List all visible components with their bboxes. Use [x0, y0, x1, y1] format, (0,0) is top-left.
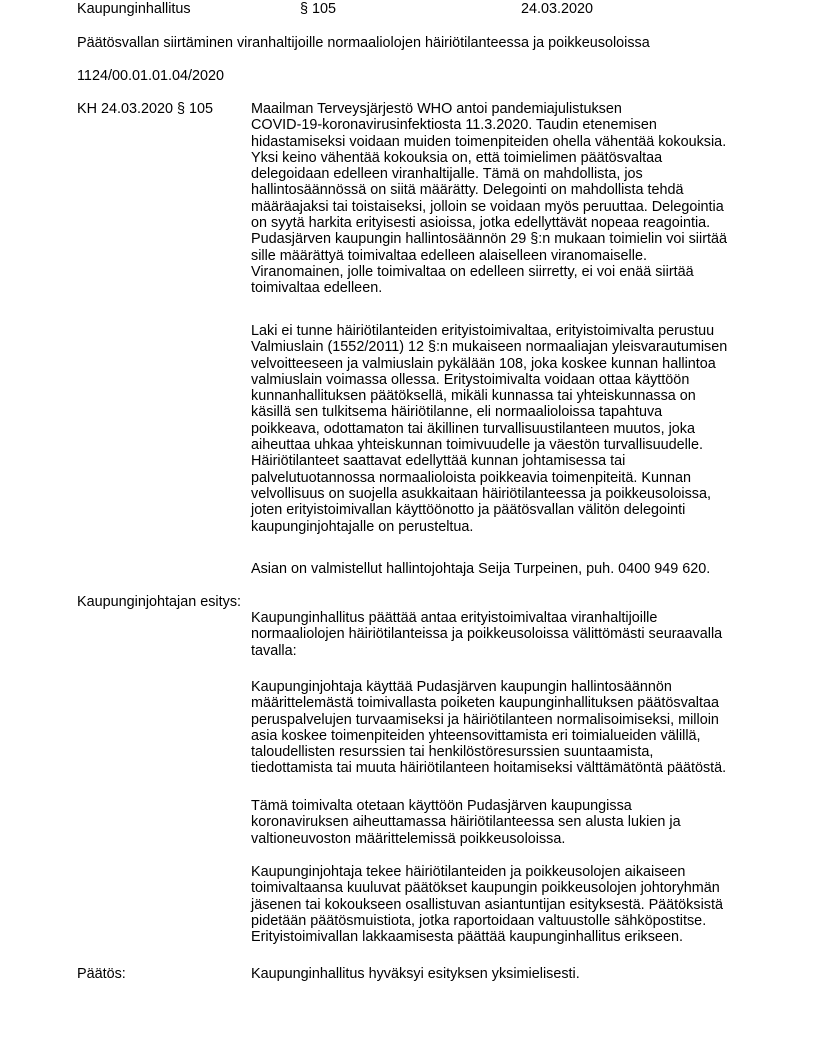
kh-paragraph-1 [251, 101, 751, 297]
proposal-paragraph-line: Kaupunginjohtaja tekee häiriötilanteiden ja poikkeusolojen aikaiseen [251, 864, 686, 880]
kh-paragraph-line: kunnanhallituksen päätöksellä, mikäli kunnassa tai yhteiskunnassa on [251, 388, 696, 405]
proposal-paragraph-4 [251, 864, 751, 945]
preparer-note [251, 561, 751, 577]
proposal-paragraph-line: tiedottamista tai muuta häiriötilanteen hoitamiseksi välttämätöntä päätöstä. [251, 760, 727, 777]
kh-paragraph-line: Yksi keino vähentää kokouksia on, että toimielimen päätösvaltaa [251, 149, 663, 166]
kh-section-label: KH 24.03.2020 § 105 [77, 101, 214, 117]
kh-paragraph-line: delegoidaan edelleen viranhaltijalle. Tämä on mahdollista, jos [251, 166, 643, 183]
kh-paragraph-line: velvoitteeseen ja valmiuslain pykälään 108, joka koskee kunnan hallintoa [251, 355, 716, 372]
kh-paragraph-line: toimivaltaa edelleen. [251, 280, 383, 297]
proposal-paragraph-line: toimivaltaansa kuuluvat päätökset kaupungin poikkeusolojen johtoryhmän [251, 880, 720, 897]
proposal-paragraph-line: jäsenen tai kokoukseen osallistuvan asiantuntijan esityksestä. Päätöksistä [251, 896, 723, 913]
proposal-paragraph-line: valtioneuvoston määrittelemissä poikkeusoloissa. [251, 830, 566, 847]
proposal-paragraph-line: taloudellisten resurssien tai henkilöstöresurssien suuntaamista, [251, 744, 654, 761]
kh-paragraph-line: COVID-19-koronavirusinfektiosta 11.3.2020. Taudin etenemisen [251, 117, 657, 134]
proposal-paragraph-line: pidetään päätösmuistiota, jotka raportoidaan valtuustolle sähköpostitse. [251, 912, 707, 929]
kh-paragraph-line: käsillä sen tulkitsema häiriötilanne, eli normaalioloissa tapahtuva [251, 404, 663, 421]
proposal-paragraph-line: tavalla: [251, 642, 297, 659]
kh-paragraph-line: Häiriötilanteet saattavat edellyttää kunnan johtamisessa tai [251, 453, 626, 470]
kh-paragraph-line: sille määrättyä toimivaltaa edelleen alaiselleen viranomaiselle. [251, 247, 647, 264]
proposal-paragraph-line: peruspalvelujen turvaamiseksi ja häiriötilanteen normalisoimiseksi, milloin [251, 711, 719, 728]
proposal-paragraph-3 [251, 798, 751, 847]
proposal-paragraph-line: normaaliolojen häiriötilanteissa ja poikkeusoloissa välittömästi seuraavalla [251, 626, 723, 643]
kh-paragraph-line: Maailman Terveysjärjestö WHO antoi pandemiajulistuksen [251, 101, 622, 117]
kh-paragraph-2 [251, 323, 751, 535]
kh-paragraph-line: on syytä harkita erityisesti asioissa, jotka edellyttävät nopeaa reagointia. [251, 215, 711, 232]
kh-paragraph-line: määräajaksi tai toistaiseksi, jolloin se voidaan myös peruuttaa. Delegointia [251, 198, 724, 215]
kh-paragraph-line: Pudasjärven kaupungin hallintosäännön 29 §:n mukaan toimielin voi siirtää [251, 231, 727, 248]
kh-paragraph-line: hallintosäännössä on siitä määrätty. Delegointi on mahdollista tehdä [251, 182, 684, 199]
proposal-paragraph-line: määrittelemästä toimivallasta poiketen kaupunginhallituksen päätösvaltaa [251, 695, 719, 712]
kh-paragraph-line: Asian on valmistellut hallintojohtaja Seija Turpeinen, puh. 0400 949 620. [251, 561, 711, 577]
header-section: § 105 [300, 1, 337, 17]
kh-paragraph-line: valmiuslain voimassa ollessa. Eritystoimivalta voidaan ottaa käyttöön [251, 371, 690, 388]
header-body: Kaupunginhallitus [77, 1, 191, 17]
kh-paragraph-line: velvollisuus on suojella asukkaitaan häiriötilanteessa ja poikkeusoloissa, [251, 485, 711, 502]
kh-paragraph-line: joten erityistoimivallan käyttöönotto ja päätösvallan välitön delegointi [251, 502, 686, 519]
kh-paragraph-line: hidastamiseksi voidaan muiden toimenpiteiden ohella vähentää kokouksia. [251, 133, 727, 150]
proposal-paragraph-line: Kaupunginjohtaja käyttää Pudasjärven kaupungin hallintosäännön [251, 679, 672, 695]
kh-paragraph-line: Laki ei tunne häiriötilanteiden erityistoimivaltaa, erityistoimivalta perustuu [251, 323, 715, 339]
proposal-label: Kaupunginjohtajan esitys: [77, 594, 242, 610]
proposal-paragraph-line: koronaviruksen aiheuttamassa häiriötilanteessa sen alusta lukien ja [251, 814, 681, 831]
document-title: Päätösvallan siirtäminen viranhaltijoille normaaliolojen häiriötilanteessa ja poikkeusoloissa [77, 35, 650, 51]
kh-paragraph-line: Viranomainen, jolle toimivaltaa on edelleen siirretty, ei voi enää siirtää [251, 263, 694, 280]
header-date: 24.03.2020 [521, 1, 594, 17]
kh-paragraph-line: Valmiuslain (1552/2011) 12 §:n mukaiseen normaaliajan yleisvarautumisen [251, 339, 728, 356]
proposal-paragraph-line: Kaupunginhallitus päättää antaa erityistoimivaltaa viranhaltijoille [251, 610, 658, 626]
proposal-paragraph-line: Tämä toimivalta otetaan käyttöön Pudasjärven kaupungissa [251, 798, 632, 814]
kh-paragraph-line: palvelutuotannossa normaalioloista poikkeavia toimenpiteitä. Kunnan [251, 469, 691, 486]
decision-text: Kaupunginhallitus hyväksyi esityksen yksimielisesti. [251, 966, 580, 982]
diary-number: 1124/00.01.01.04/2020 [77, 68, 224, 84]
kh-paragraph-line: kaupunginjohtajalle on perusteltua. [251, 518, 474, 535]
proposal-paragraph-1 [251, 610, 751, 659]
decision-label: Päätös: [77, 966, 126, 982]
kh-paragraph-line: poikkeava, odottamaton tai äkillinen turvallisuustilanteen muutos, joka [251, 420, 695, 437]
proposal-paragraph-line: Erityistoimivallan lakkaamisesta päättää kaupunginhallitus erikseen. [251, 929, 683, 946]
proposal-paragraph-2 [251, 679, 751, 777]
proposal-paragraph-line: asia koskee toimenpiteiden yhteensovittamista eri toimialueiden välillä, [251, 727, 701, 744]
kh-paragraph-line: aiheuttaa uhkaa yhteiskunnan toimivuudelle ja väestön turvallisuudelle. [251, 437, 703, 454]
